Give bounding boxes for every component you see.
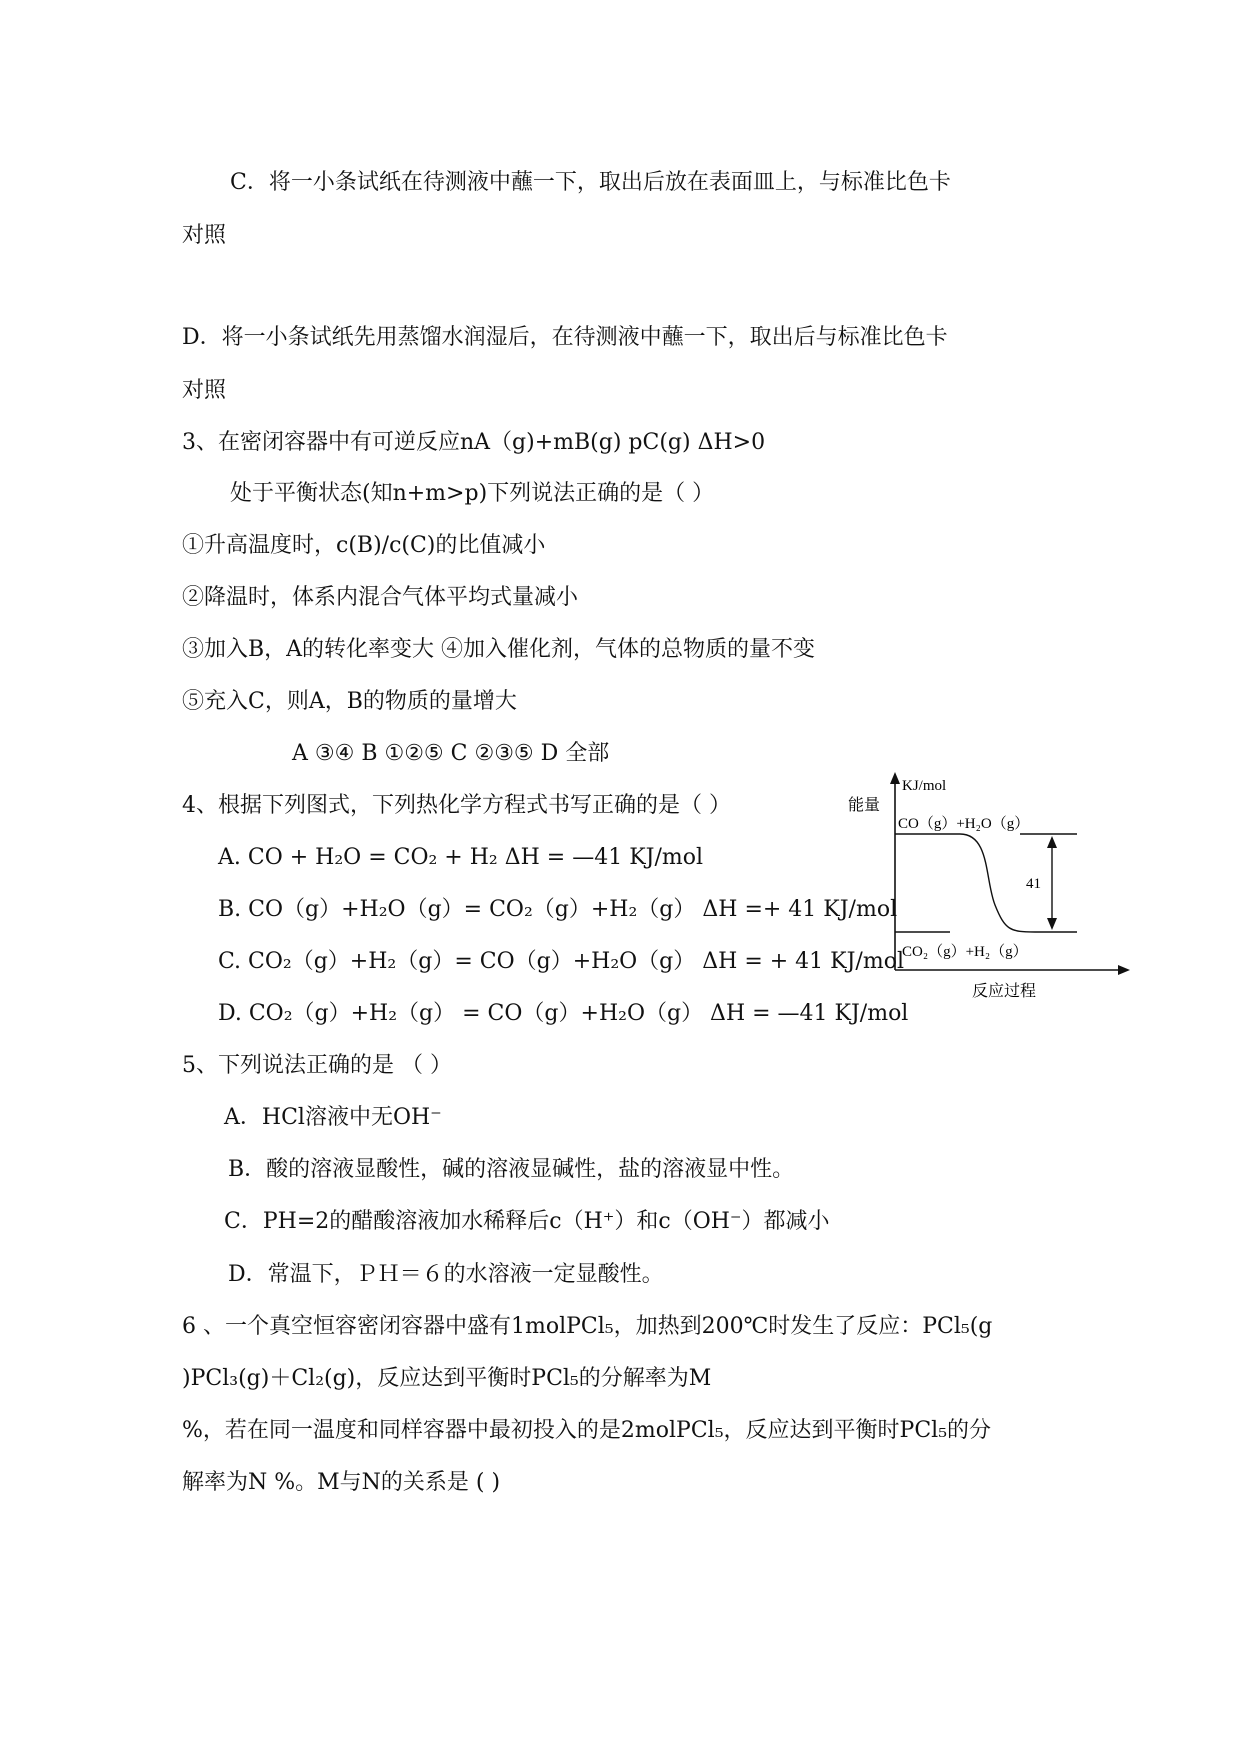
question-6-line-2: )PCl₃(g)＋Cl₂(g)，反应达到平衡时PCl₅的分解率为M bbox=[182, 1366, 712, 1391]
delta-arrow-up bbox=[1047, 836, 1057, 848]
question-6-line-1: 6 、一个真空恒容密闭容器中盛有1molPCl₅，加热到200℃时发生了反应：PCl₅(g bbox=[182, 1314, 993, 1339]
statement-5: ⑤充入C，则A，B的物质的量增大 bbox=[182, 689, 517, 714]
question-5-stem: 5、下列说法正确的是 （ ） bbox=[182, 1053, 452, 1078]
product-label: CO₂（g）+H₂（g） bbox=[902, 944, 1028, 960]
statement-3-4: ③加入B，A的转化率变大 ④加入催化剂，气体的总物质的量不变 bbox=[182, 637, 816, 662]
option-d-continuation: 对照 bbox=[182, 378, 227, 403]
y-axis-label: 能量 bbox=[848, 795, 881, 814]
question-4-option-d: D. CO₂（g）+H₂（g） = CO（g）+H₂O（g） ΔH = —41 KJ/mol bbox=[218, 1001, 909, 1026]
delta-label: 41 bbox=[1026, 876, 1041, 892]
x-axis-label: 反应过程 bbox=[972, 981, 1037, 1000]
question-6-line-3: %，若在同一温度和同样容器中最初投入的是2molPCl₅，反应达到平衡时PCl₅的分 bbox=[182, 1418, 992, 1443]
reaction-curve bbox=[960, 834, 1035, 932]
question-5-option-d: D．常温下，ＰＨ＝６的水溶液一定显酸性。 bbox=[228, 1262, 664, 1287]
reactant-label: CO（g）+H₂O（g） bbox=[898, 816, 1030, 832]
question-4-stem: 4、根据下列图式，下列热化学方程式书写正确的是（ ） bbox=[182, 793, 731, 818]
question-3-choices: A ③④ B ①②⑤ C ②③⑤ D 全部 bbox=[292, 741, 610, 766]
statement-1: ①升高温度时，c(B)/c(C)的比值减小 bbox=[182, 533, 546, 558]
question-5-option-b: B．酸的溶液显酸性，碱的溶液显碱性，盐的溶液显中性。 bbox=[228, 1157, 795, 1182]
question-6-line-4: 解率为N %。M与N的关系是 ( ) bbox=[182, 1470, 501, 1495]
y-axis-unit: KJ/mol bbox=[902, 778, 947, 794]
question-4-option-a: A. CO + H₂O = CO₂ + H₂ ΔH = —41 KJ/mol bbox=[218, 845, 704, 870]
y-axis-arrow bbox=[890, 772, 900, 784]
option-d-line: D．将一小条试纸先用蒸馏水润湿后，在待测液中蘸一下，取出后与标准比色卡 bbox=[182, 325, 948, 350]
statement-2: ②降温时，体系内混合气体平均式量减小 bbox=[182, 585, 579, 610]
question-5-option-c: C．PH=2的醋酸溶液加水稀释后c（H⁺）和c（OH⁻）都减小 bbox=[224, 1209, 830, 1234]
question-4-option-c: C. CO₂（g）+H₂（g）= CO（g）+H₂O（g） ΔH = + 41 KJ/mol bbox=[218, 949, 904, 974]
energy-diagram bbox=[840, 770, 1140, 1010]
option-c-continuation: 对照 bbox=[182, 223, 227, 248]
question-3-stem: 3、在密闭容器中有可逆反应nA（g)+mB(g) pC(g) ΔH>0 bbox=[182, 430, 766, 455]
option-c-line: C．将一小条试纸在待测液中蘸一下，取出后放在表面皿上，与标准比色卡 bbox=[230, 170, 951, 195]
question-4-option-b: B. CO（g）+H₂O（g）= CO₂（g）+H₂（g） ΔH =+ 41 KJ/mol bbox=[218, 897, 898, 922]
question-3-condition: 处于平衡状态(知n+m>p)下列说法正确的是（ ） bbox=[230, 481, 715, 506]
x-axis-arrow bbox=[1118, 965, 1130, 975]
delta-arrow-down bbox=[1047, 918, 1057, 930]
question-5-option-a: A．HCl溶液中无OH⁻ bbox=[224, 1105, 442, 1130]
